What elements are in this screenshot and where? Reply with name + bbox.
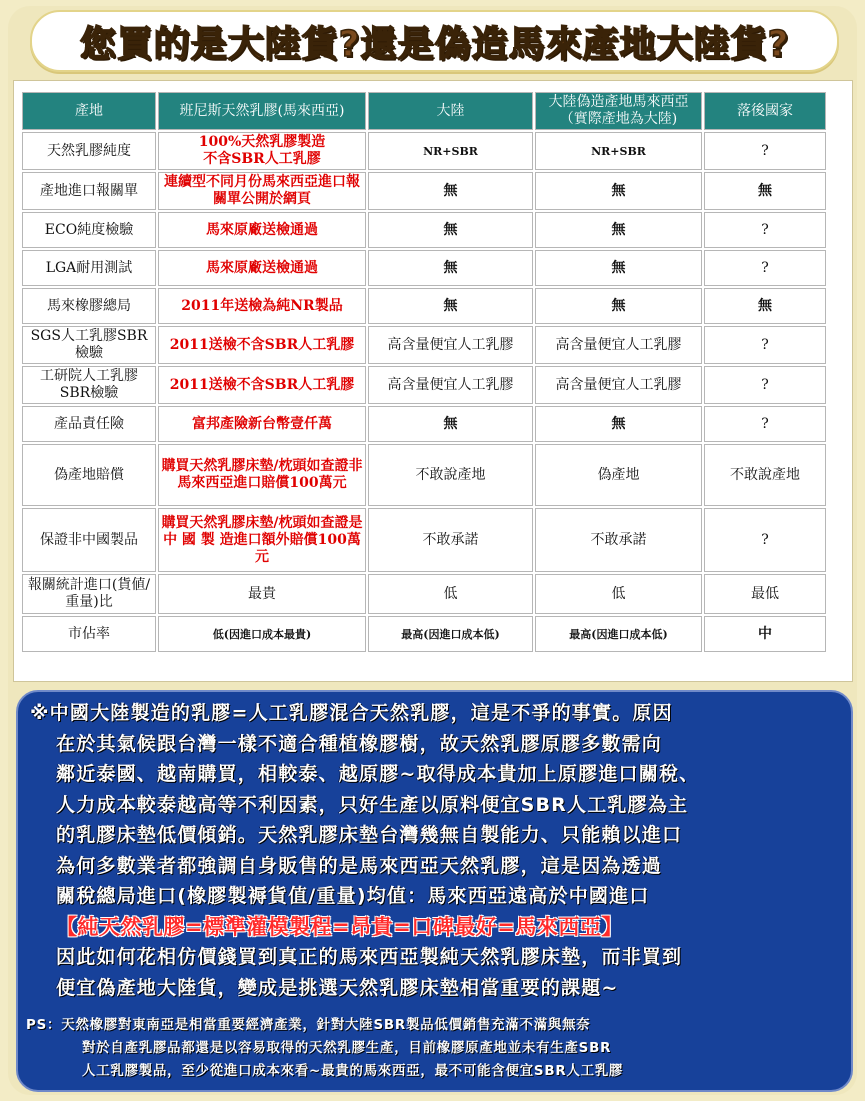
cell-china: 低 <box>368 574 533 614</box>
row-label: 報關統計進口(貨値/重量)比 <box>22 574 156 614</box>
cell-china: 無 <box>368 288 533 324</box>
cell-china: 最高(因進口成本低) <box>368 616 533 652</box>
ps-note <box>26 1014 846 1083</box>
cell-fake: 低 <box>535 574 702 614</box>
cell-malaysia: 馬來原廠送檢通過 <box>158 250 366 286</box>
comparison-panel <box>13 80 853 682</box>
cell-malaysia: 最貴 <box>158 574 366 614</box>
cell-fake: 最高(因進口成本低) <box>535 616 702 652</box>
cell-malaysia: 低(因進口成本最貴) <box>158 616 366 652</box>
note-line: 鄰近泰國、越南購買，相較泰、越原膠~取得成本貴加上原膠進口關稅、 <box>56 763 700 785</box>
cell-fake: 高含量便宜人工乳膠 <box>535 326 702 364</box>
row-label: 天然乳膠純度 <box>22 132 156 170</box>
cell-other: 無 <box>704 288 826 324</box>
cell-fake: 高含量便宜人工乳膠 <box>535 366 702 404</box>
table-row <box>22 574 826 614</box>
title-banner <box>30 10 839 72</box>
table-row <box>22 212 826 248</box>
table-header-row <box>22 92 826 130</box>
cell-fake: 偽產地 <box>535 444 702 506</box>
cell-other: ? <box>704 250 826 286</box>
cell-fake: NR+SBR <box>535 132 702 170</box>
row-label: 馬來橡膠總局 <box>22 288 156 324</box>
cell-malaysia: 2011年送檢為純NR製品 <box>158 288 366 324</box>
cell-malaysia: 馬來原廠送檢通過 <box>158 212 366 248</box>
row-label: SGS人工乳膠SBR檢驗 <box>22 326 156 364</box>
table-row <box>22 250 826 286</box>
header-china: 大陸 <box>368 92 533 130</box>
cell-china: 不敢承諾 <box>368 508 533 572</box>
cell-other: ? <box>704 132 826 170</box>
note-line: 關稅總局進口(橡膠製褥貨值/重量)均值：馬來西亞遠高於中國進口 <box>56 885 650 907</box>
note-line: 的乳膠床墊低價傾銷。天然乳膠床墊台灣幾無自製能力、只能賴以進口 <box>56 824 683 846</box>
cell-fake: 無 <box>535 212 702 248</box>
table-row <box>22 326 826 364</box>
cell-china: 無 <box>368 212 533 248</box>
cell-fake: 無 <box>535 288 702 324</box>
note-line: ※中國大陸製造的乳膠=人工乳膠混合天然乳膠，這是不爭的事實。原因 <box>30 702 673 724</box>
note-line: 為何多數業者都強調自身販售的是馬來西亞天然乳膠，這是因為透過 <box>56 854 663 877</box>
cell-other: 中 <box>704 616 826 652</box>
row-label: ECO純度檢驗 <box>22 212 156 248</box>
table-row <box>22 406 826 442</box>
cell-fake: 無 <box>535 172 702 210</box>
note-line: 便宜偽產地大陸貨，變成是挑選天然乳膠床墊相當重要的課題~ <box>56 976 619 999</box>
ps-line: PS：天然橡膠對東南亞是相當重要經濟產業，針對大陸SBR製品低價銷售充滿不滿與無奈 <box>26 1018 591 1033</box>
table-row <box>22 366 826 404</box>
cell-fake: 無 <box>535 250 702 286</box>
page-title: 您買的是大陸貨?還是偽造馬來產地大陸貨? <box>79 23 790 65</box>
cell-fake: 不敢承諾 <box>535 508 702 572</box>
note-line: 因此如何花相仿價錢買到真正的馬來西亞製純天然乳膠床墊，而非買到 <box>56 946 683 968</box>
row-label: 工研院人工乳膠SBR檢驗 <box>22 366 156 404</box>
header-fake-malaysia: 大陸偽造產地馬來西亞（實際產地為大陸) <box>535 92 702 130</box>
note-line: 在於其氣候跟台灣一樣不適合種植橡膠樹，故天然乳膠原膠多數需向 <box>56 732 663 755</box>
row-label: 產品責任險 <box>22 406 156 442</box>
cell-china: NR+SBR <box>368 132 533 170</box>
cell-other: ? <box>704 212 826 248</box>
ps-line: 人工乳膠製品，至少從進口成本來看~最貴的馬來西亞，最不可能含便宜SBR人工乳膠 <box>82 1064 624 1079</box>
header-origin: 產地 <box>22 92 156 130</box>
table-row <box>22 508 826 572</box>
table-row <box>22 132 826 170</box>
cell-malaysia: 購買天然乳膠床墊/枕頭如查證是 中 國 製 造進口額外賠償100萬元 <box>158 508 366 572</box>
cell-other: ? <box>704 508 826 572</box>
header-malaysia: 班尼斯天然乳膠(馬來西亞) <box>158 92 366 130</box>
cell-malaysia: 連續型不同月份馬來西亞進口報關單公開於網頁 <box>158 172 366 210</box>
table-row <box>22 616 826 652</box>
table-row <box>22 172 826 210</box>
cell-other: ? <box>704 326 826 364</box>
row-label: 偽產地賠償 <box>22 444 156 506</box>
cell-malaysia: 2011送檢不含SBR人工乳膠 <box>158 326 366 364</box>
cell-other: ? <box>704 406 826 442</box>
notes-panel <box>16 690 853 1092</box>
cell-text: 100%天然乳膠製造 不含SBR人工乳膠 <box>198 134 326 167</box>
table-row <box>22 444 826 506</box>
row-label: 市佔率 <box>22 616 156 652</box>
highlight-slogan: 【純天然乳膠=標準灌模製程=昂貴=口碑最好=馬來西亞】 <box>56 914 623 939</box>
row-label: LGA耐用測試 <box>22 250 156 286</box>
cell-fake: 無 <box>535 406 702 442</box>
cell-china: 無 <box>368 172 533 210</box>
cell-other: 不敢說產地 <box>704 444 826 506</box>
row-label: 保證非中國製品 <box>22 508 156 572</box>
notes-body <box>30 698 842 1003</box>
cell-other: ? <box>704 366 826 404</box>
cell-china: 高含量便宜人工乳膠 <box>368 326 533 364</box>
cell-china: 高含量便宜人工乳膠 <box>368 366 533 404</box>
cell-malaysia: 2011送檢不含SBR人工乳膠 <box>158 366 366 404</box>
comparison-table <box>20 90 828 654</box>
cell-china: 無 <box>368 250 533 286</box>
note-line: 人力成本較泰越高等不利因素，只好生產以原料便宜SBR人工乳膠為主 <box>56 793 689 816</box>
table-row <box>22 288 826 324</box>
header-backward-countries: 落後國家 <box>704 92 826 130</box>
cell-china: 無 <box>368 406 533 442</box>
cell-china: 不敢說產地 <box>368 444 533 506</box>
cell-malaysia: 富邦產險新台幣壹仟萬 <box>158 406 366 442</box>
ps-line: 對於自產乳膠品都還是以容易取得的天然乳膠生產，目前橡膠原產地並未有生產SBR <box>82 1041 612 1056</box>
cell-malaysia: 購買天然乳膠床墊/枕頭如查證非馬來西亞進口賠償100萬元 <box>158 444 366 506</box>
row-label: 產地進口報關單 <box>22 172 156 210</box>
cell-other: 最低 <box>704 574 826 614</box>
cell-malaysia <box>158 132 366 170</box>
cell-other: 無 <box>704 172 826 210</box>
